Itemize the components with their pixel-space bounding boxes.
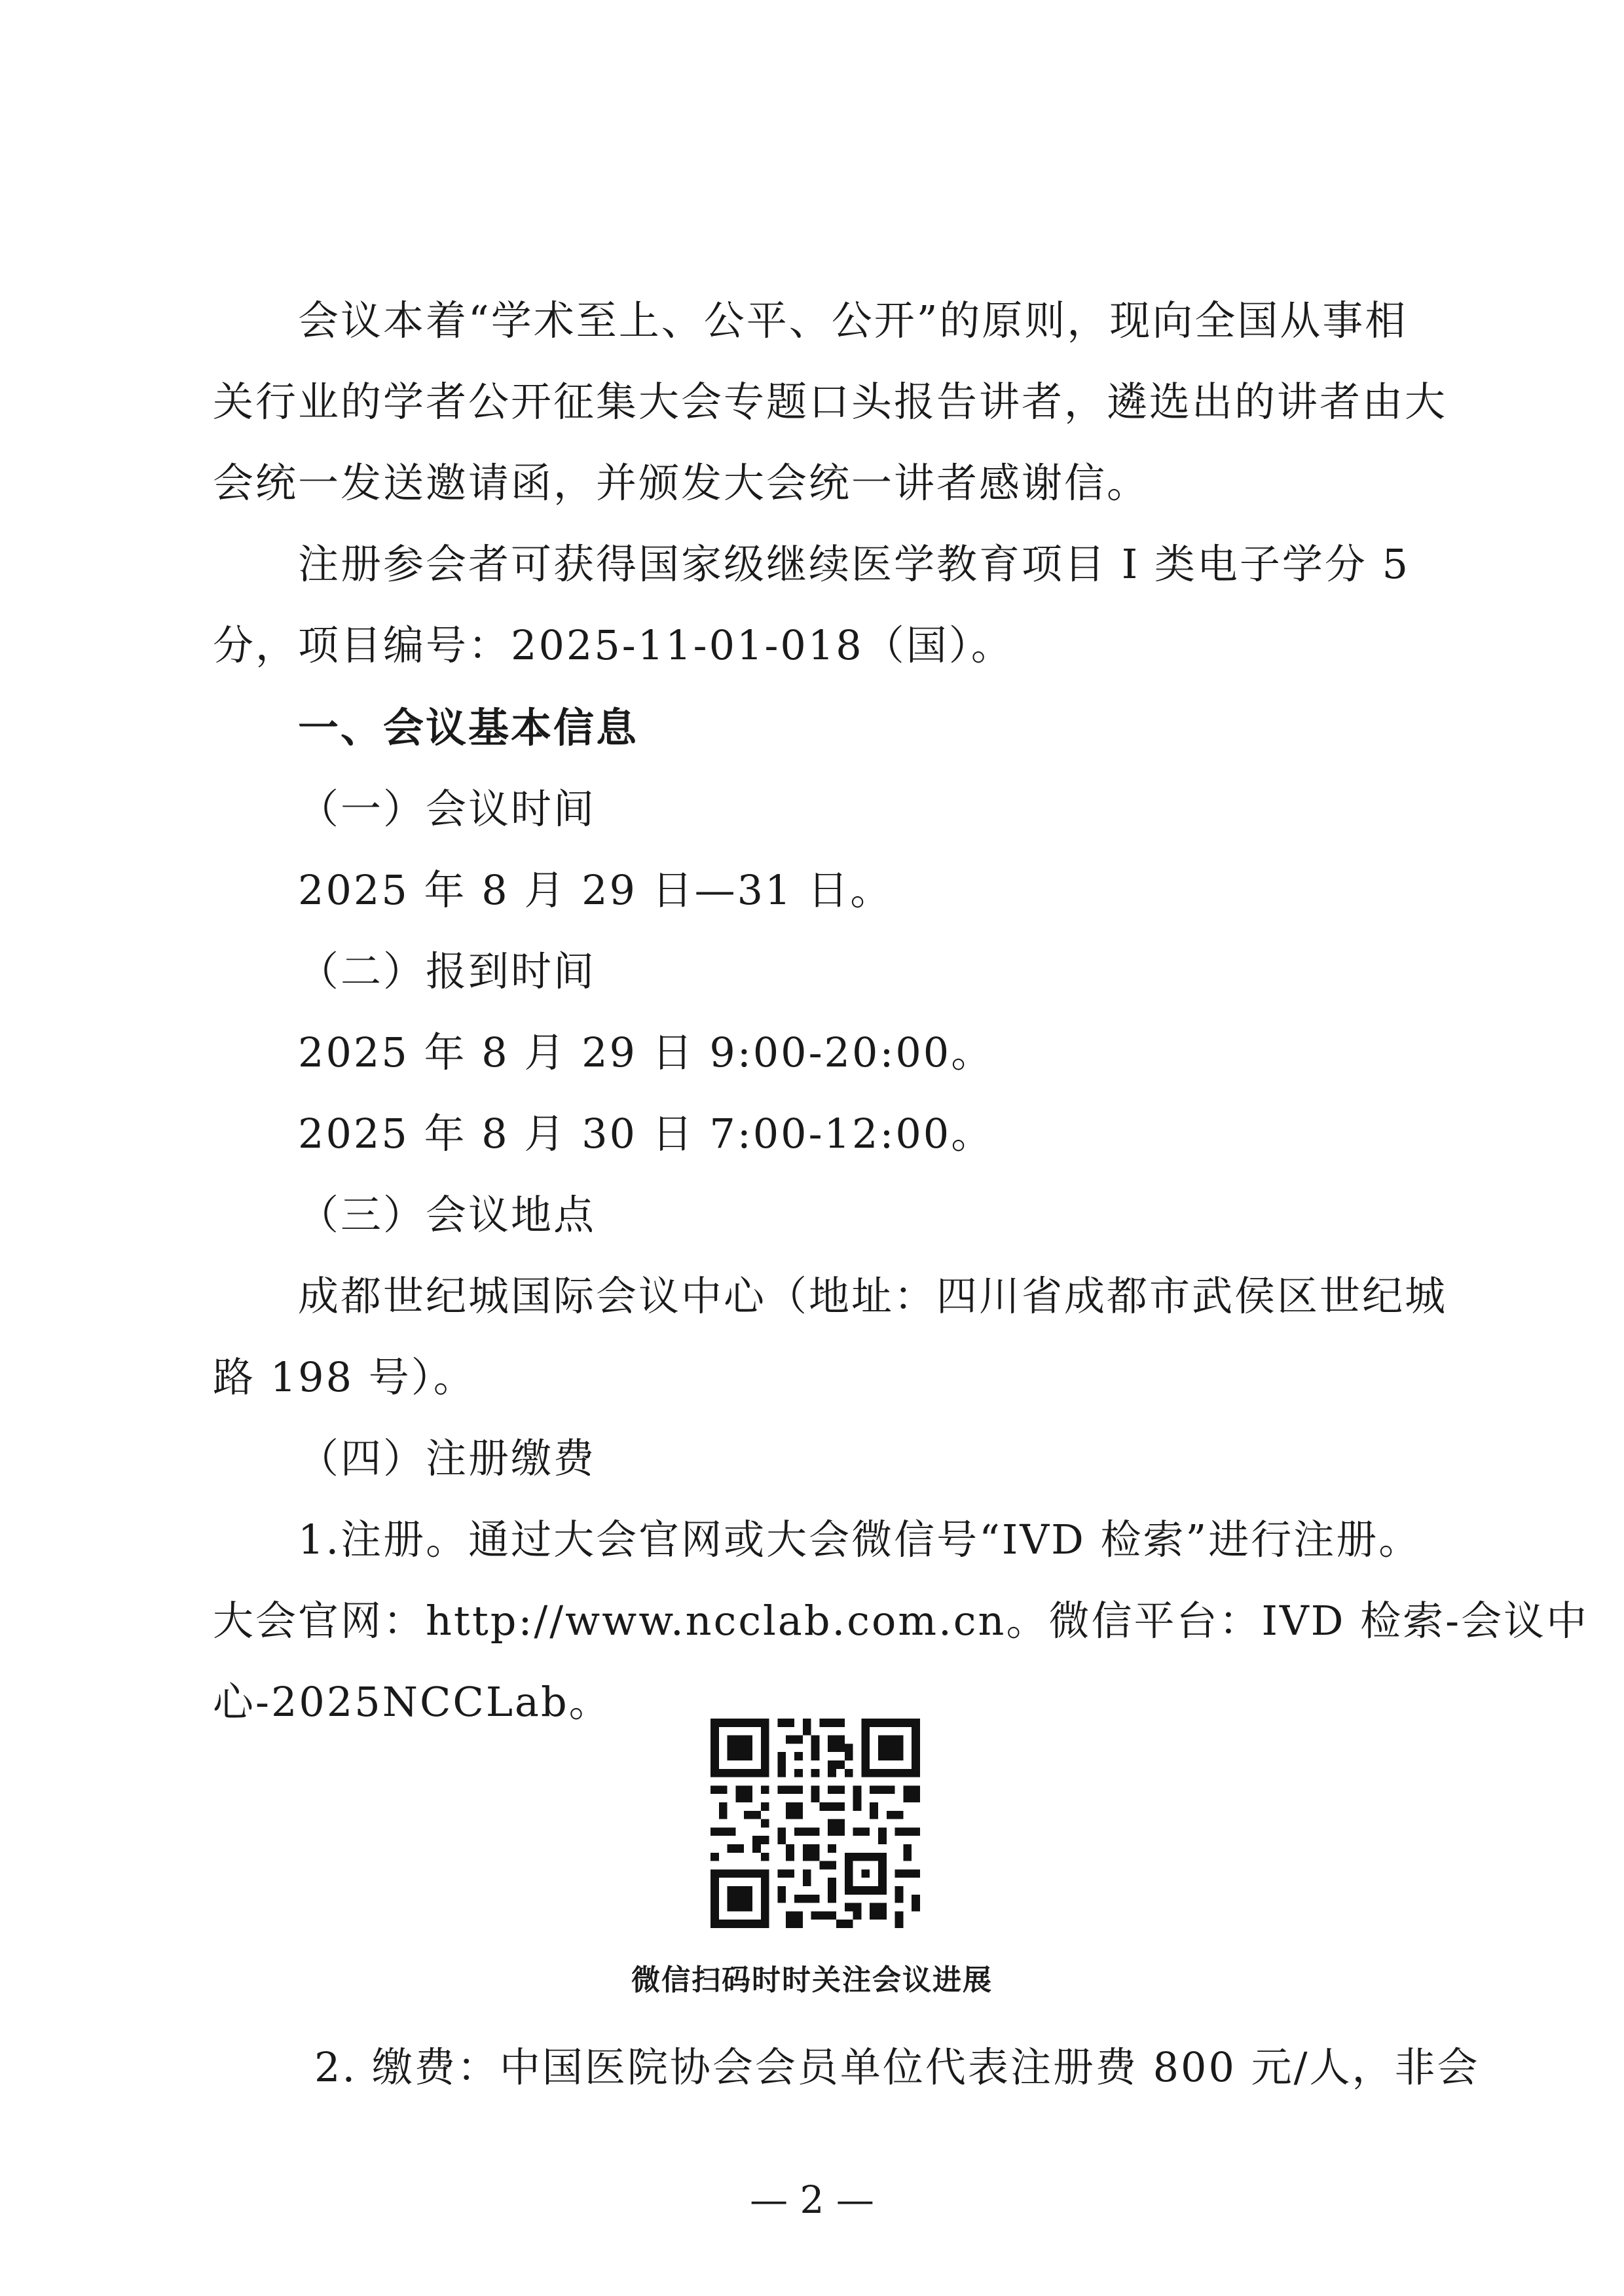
credits-line-1: 注册参会者可获得国家级继续医学教育项目 I 类电子学分 5 xyxy=(298,540,1411,588)
subsection-registration-title: （四）注册缴费 xyxy=(298,1434,597,1482)
intro-line-3: 会统一发送邀请函，并颁发大会统一讲者感谢信。 xyxy=(213,459,1150,507)
venue-line-2: 路 198 号）。 xyxy=(213,1353,476,1401)
registration-line-2: 大会官网：http://www.ncclab.com.cn。微信平台：IVD 检索-会议中 xyxy=(213,1597,1589,1645)
qr-caption: 微信扫码时时关注会议进展 xyxy=(631,1963,993,1997)
fee-line: 2. 缴费：中国医院协会会员单位代表注册费 800 元/人，非会 xyxy=(314,2043,1480,2091)
checkin-time-2: 2025 年 8 月 30 日 7:00-12:00。 xyxy=(298,1110,994,1157)
subsection-venue-title: （三）会议地点 xyxy=(298,1191,597,1239)
page-number: — 2 — xyxy=(750,2178,874,2222)
checkin-time-1: 2025 年 8 月 29 日 9:00-20:00。 xyxy=(298,1029,994,1076)
meeting-date: 2025 年 8 月 29 日—31 日。 xyxy=(298,866,893,914)
subsection-time-title: （一）会议时间 xyxy=(298,785,597,833)
registration-line-3: 心-2025NCCLab。 xyxy=(213,1678,612,1726)
credits-line-2: 分，项目编号：2025-11-01-018（国）。 xyxy=(213,621,1014,669)
venue-line-1: 成都世纪城国际会议中心（地址：四川省成都市武侯区世纪城 xyxy=(298,1272,1448,1320)
wechat-qr-code xyxy=(710,1719,920,1928)
intro-line-1: 会议本着“学术至上、公平、公开”的原则，现向全国从事相 xyxy=(298,297,1408,344)
intro-line-2: 关行业的学者公开征集大会专题口头报告讲者，遴选出的讲者由大 xyxy=(213,378,1448,426)
section-heading: 一、会议基本信息 xyxy=(298,704,639,752)
subsection-checkin-title: （二）报到时间 xyxy=(298,947,597,995)
registration-line-1: 1.注册。通过大会官网或大会微信号“IVD 检索”进行注册。 xyxy=(298,1516,1422,1563)
